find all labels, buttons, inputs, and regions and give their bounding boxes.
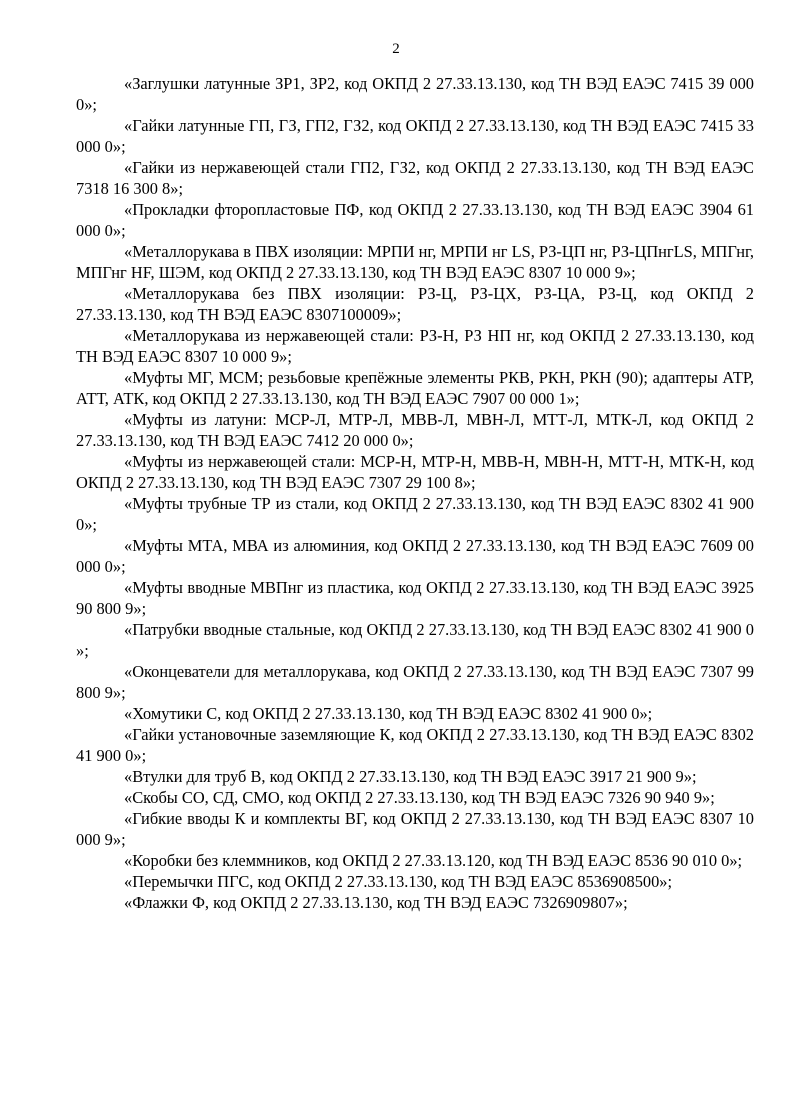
list-item: «Гайки из нержавеющей стали ГП2, ГЗ2, код ОКПД 2 27.33.13.130, код ТН ВЭД ЕАЭС 7318 16 300 8»; (76, 158, 754, 198)
list-item: «Прокладки фторопластовые ПФ, код ОКПД 2 27.33.13.130, код ТН ВЭД ЕАЭС 3904 61 000 0»; (76, 200, 754, 240)
list-item: «Перемычки ПГС, код ОКПД 2 27.33.13.130, код ТН ВЭД ЕАЭС 8536908500»; (124, 872, 673, 891)
list-item: «Металлорукава без ПВХ изоляции: РЗ-Ц, РЗ-ЦХ, РЗ-ЦА, РЗ-Ц, код ОКПД 2 27.33.13.130, код ТН ВЭД ЕАЭС 8307100009»; (76, 284, 754, 324)
list-item: «Скобы СО, СД, СМО, код ОКПД 2 27.33.13.130, код ТН ВЭД ЕАЭС 7326 90 940 9»; (124, 788, 715, 807)
list-item: «Оконцеватели для металлорукава, код ОКПД 2 27.33.13.130, код ТН ВЭД ЕАЭС 7307 99 800 9»; (76, 662, 754, 702)
list-item: «Муфты из нержавеющей стали: МСР-Н, МТР-Н, МВВ-Н, МВН-Н, МТТ-Н, МТК-Н, код ОКПД 2 27.33.13.130, код ТН ВЭД ЕАЭС 7307 29 100 8»; (76, 452, 754, 492)
list-item: «Муфты вводные МВПнг из пластика, код ОКПД 2 27.33.13.130, код ТН ВЭД ЕАЭС 3925 90 800 9»; (76, 578, 754, 618)
list-item: «Втулки для труб В, код ОКПД 2 27.33.13.130, код ТН ВЭД ЕАЭС 3917 21 900 9»; (124, 767, 697, 786)
list-item: «Металлорукава в ПВХ изоляции: МРПИ нг, МРПИ нг LS, РЗ-ЦП нг, РЗ-ЦПнгLS, МПГнг, МПГнг HF, ШЭМ, код ОКПД 2 27.33.13.130, код ТН ВЭД ЕАЭС 8307 10 000 9»; (76, 242, 754, 282)
list-item: «Муфты МГ, МСМ; резьбовые крепёжные элементы РКВ, РКН, РКН (90); адаптеры АТР, АТТ, АТК, код ОКПД 2 27.33.13.130, код ТН ВЭД ЕАЭС 7907 00 000 1»; (76, 368, 754, 408)
list-item: «Гайки латунные ГП, ГЗ, ГП2, ГЗ2, код ОКПД 2 27.33.13.130, код ТН ВЭД ЕАЭС 7415 33 000 0»; (76, 116, 754, 156)
list-item: «Коробки без клеммников, код ОКПД 2 27.33.13.120, код ТН ВЭД ЕАЭС 8536 90 010 0»; (124, 851, 743, 870)
list-item: «Гибкие вводы К и комплекты ВГ, код ОКПД 2 27.33.13.130, код ТН ВЭД ЕАЭС 8307 10 000 9»; (76, 809, 754, 849)
list-item: «Гайки установочные заземляющие К, код ОКПД 2 27.33.13.130, код ТН ВЭД ЕАЭС 8302 41 900 0»; (76, 725, 754, 765)
list-item: «Муфты трубные ТР из стали, код ОКПД 2 27.33.13.130, код ТН ВЭД ЕАЭС 8302 41 900 0»; (76, 494, 754, 534)
page-number: 2 (392, 41, 400, 57)
list-item: «Металлорукава из нержавеющей стали: РЗ-Н, РЗ НП нг, код ОКПД 2 27.33.13.130, код ТН ВЭД ЕАЭС 8307 10 000 9»; (76, 326, 754, 366)
list-item: «Флажки Ф, код ОКПД 2 27.33.13.130, код ТН ВЭД ЕАЭС 7326909807»; (124, 893, 628, 912)
list-item: «Муфты из латуни: МСР-Л, МТР-Л, МВВ-Л, МВН-Л, МТТ-Л, МТК-Л, код ОКПД 2 27.33.13.130, код ТН ВЭД ЕАЭС 7412 20 000 0»; (76, 410, 754, 450)
list-item: «Муфты МТА, МВА из алюминия, код ОКПД 2 27.33.13.130, код ТН ВЭД ЕАЭС 7609 00 000 0»; (76, 536, 754, 576)
list-item: «Патрубки вводные стальные, код ОКПД 2 27.33.13.130, код ТН ВЭД ЕАЭС 8302 41 900 0 »; (76, 620, 754, 660)
list-item: «Хомутики С, код ОКПД 2 27.33.13.130, код ТН ВЭД ЕАЭС 8302 41 900 0»; (124, 704, 653, 723)
document-body (76, 73, 754, 913)
list-item: «Заглушки латунные ЗР1, ЗР2, код ОКПД 2 27.33.13.130, код ТН ВЭД ЕАЭС 7415 39 000 0»; (76, 74, 754, 114)
